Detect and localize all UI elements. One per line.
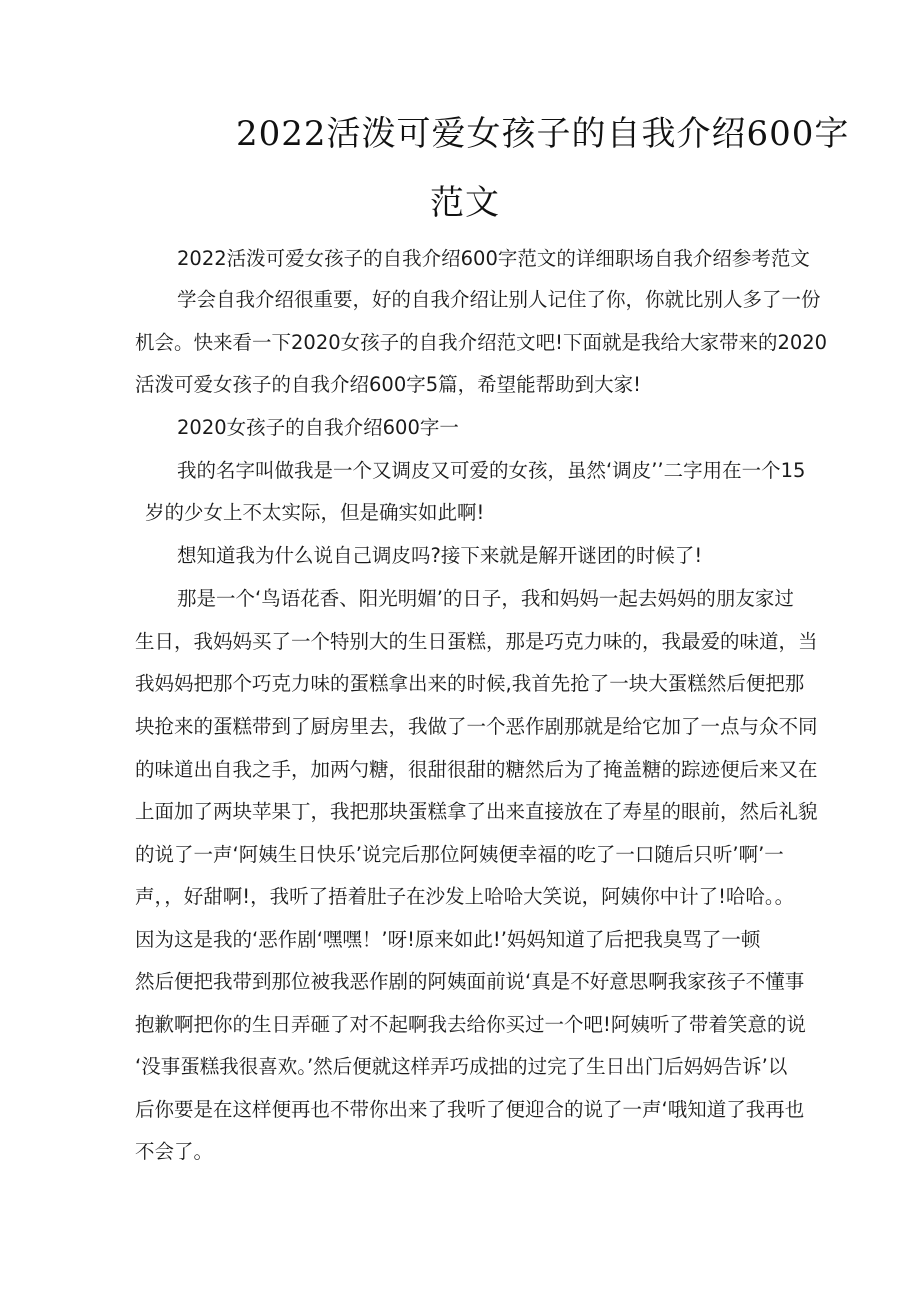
body-line: 抱歉啊把你的生日弄砸了对不起啊我去给你买过一个吧!阿姨听了带着笑意的说	[135, 1013, 806, 1036]
body-line: 不会了。	[135, 1140, 214, 1163]
body-line: 声，，好甜啊!，我听了捂着肚子在沙发上哈哈大笑说，阿姨你中计了!哈哈。。	[135, 885, 795, 908]
body-line: ‘没事蛋糕我很喜欢。’然后便就这样弄巧成拙的过完了生日出门后妈妈告诉’以	[135, 1055, 788, 1078]
body-line: 的说了一声‘阿姨生日快乐’说完后那位阿姨便幸福的吃了一口随后只听’啊’一	[135, 843, 784, 866]
body-line: 学会自我介绍很重要，好的自我介绍让别人记住了你，你就比别人多了一份	[177, 288, 821, 311]
document-title-line-2: 范文	[430, 183, 500, 223]
body-line: 岁的少女上不太实际，但是确实如此啊!	[145, 501, 485, 524]
body-line: 后你要是在这样便再也不带你出来了我听了便迎合的说了一声‘哦知道了我再也	[135, 1098, 805, 1121]
body-line: 块抢来的蛋糕带到了厨房里去，我做了一个恶作剧那就是给它加了一点与众不同	[135, 715, 818, 738]
body-line: 上面加了两块苹果丁，我把那块蛋糕拿了出来直接放在了寿星的眼前，然后礼貌	[135, 800, 818, 823]
body-line: 想知道我为什么说自己调皮吗?接下来就是解开谜团的时候了!	[177, 544, 703, 567]
body-line: 然后便把我带到那位被我恶作剧的阿姨面前说‘真是不好意思啊我家孩子不懂事	[135, 970, 805, 993]
body-line: 的味道出自我之手，加两勺糖，很甜很甜的糖然后为了掩盖糖的踪迹便后来又在	[135, 758, 818, 781]
body-line: 我妈妈把那个巧克力味的蛋糕拿出来的时候,我首先抢了一块大蛋糕然后便把那	[135, 672, 805, 695]
body-line: 2022活泼可爱女孩子的自我介绍600字范文的详细职场自我介绍参考范文	[177, 247, 810, 270]
document-title-line-1: 2022活泼可爱女孩子的自我介绍600字	[236, 114, 850, 154]
body-line: 机会。快来看一下2020女孩子的自我介绍范文吧!下面就是我给大家带来的2020	[135, 331, 828, 354]
body-line: 生日，我妈妈买了一个特别大的生日蛋糕，那是巧克力味的，我最爱的味道，当	[135, 630, 818, 653]
body-line: 活泼可爱女孩子的自我介绍600字5篇，希望能帮助到大家!	[135, 373, 641, 396]
body-line: 我的名字叫做我是一个又调皮又可爱的女孩，虽然‘调皮’’二字用在一个15	[177, 459, 806, 482]
body-line: 那是一个‘鸟语花香、阳光明媚’的日子，我和妈妈一起去妈妈的朋友家过	[177, 587, 794, 610]
section-heading: 2020女孩子的自我介绍600字一	[177, 416, 459, 439]
body-line: 因为这是我的‘恶作剧‘嘿嘿！’呀!原来如此!’妈妈知道了后把我臭骂了一顿	[135, 928, 761, 951]
